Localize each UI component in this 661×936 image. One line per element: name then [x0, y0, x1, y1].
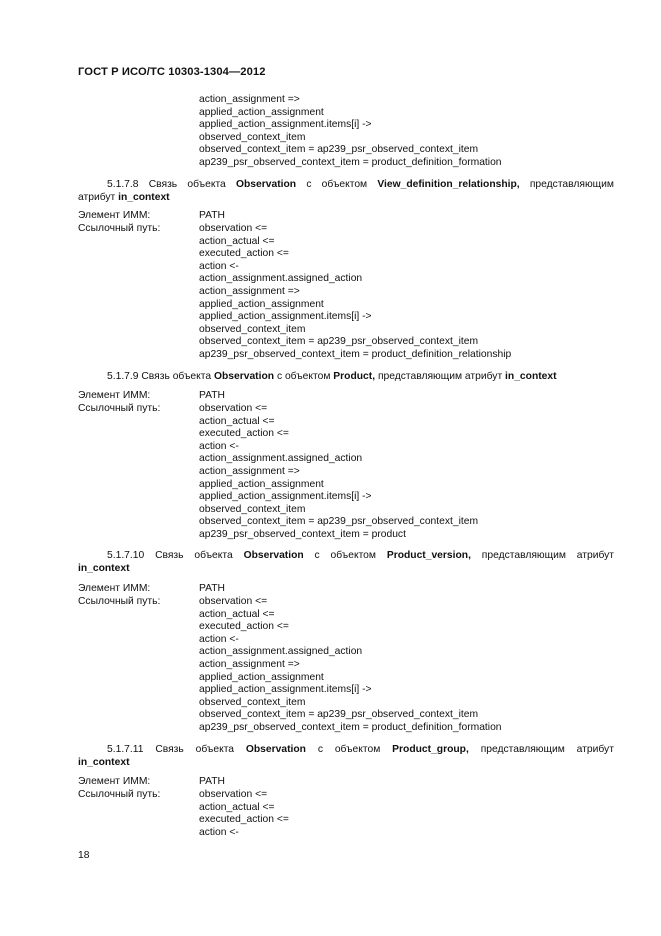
section-text: Связь объекта: [155, 744, 235, 755]
section-number: 5.1.7.11: [107, 744, 144, 755]
target-entity: Product,: [333, 371, 376, 382]
path-line: action_actual <=: [199, 235, 275, 247]
reference-path: [199, 223, 511, 362]
path-line: observation <=: [199, 596, 268, 607]
path-label-row: [78, 403, 160, 416]
element-row: [78, 390, 225, 403]
element-label: Элемент ИММ:: [78, 210, 151, 221]
element-label: Элемент ИММ:: [78, 583, 151, 594]
section-heading-5-1-7-10: [78, 549, 614, 575]
path-line: action_actual <=: [199, 801, 275, 813]
path-line: action_assignment =>: [199, 285, 300, 297]
section-text: представляющим атрибут: [480, 744, 614, 755]
target-entity: Product_group,: [392, 744, 469, 755]
target-entity: Product_version,: [386, 550, 471, 561]
section-text: Связь объекта: [141, 371, 212, 382]
path-line: observed_context_item = ap239_psr_observed_context_item: [199, 336, 479, 348]
path-label: Ссылочный путь:: [78, 789, 161, 800]
element-label: Элемент ИММ:: [78, 390, 151, 401]
path-line: executed_action <=: [199, 428, 289, 440]
path-line: action_assignment =>: [199, 94, 300, 105]
element-row: [78, 776, 225, 789]
path-line: action_actual <=: [199, 415, 275, 427]
section-text: с объектом: [314, 550, 376, 561]
target-entity: View_definition_relationship,: [377, 179, 520, 190]
path-label: Ссылочный путь:: [78, 596, 161, 607]
path-line: applied_action_assignment: [199, 478, 324, 490]
path-line: observed_context_item: [199, 323, 306, 335]
path-line: ap239_psr_observed_context_item = product_definition_formation: [199, 721, 502, 733]
element-value: PATH: [199, 390, 225, 401]
reference-path: [199, 403, 478, 542]
path-label-row: [78, 596, 160, 609]
element-value: PATH: [199, 583, 225, 594]
path-line: ap239_psr_observed_context_item = product_definition_formation: [199, 156, 502, 168]
section-text: Связь объекта: [148, 179, 226, 190]
section-text: Связь объекта: [155, 550, 233, 561]
path-line: observed_context_item = ap239_psr_observed_context_item: [199, 144, 479, 156]
entity-name: Observation: [213, 371, 275, 382]
path-line: applied_action_assignment.items[i] ->: [199, 119, 372, 131]
section-heading-5-1-7-11: [78, 743, 614, 769]
path-line: action <-: [199, 633, 239, 645]
section-heading-5-1-7-8: [78, 178, 614, 204]
path-line: applied_action_assignment.items[i] ->: [199, 311, 372, 323]
path-line: applied_action_assignment.items[i] ->: [199, 491, 372, 503]
path-line: observed_context_item = ap239_psr_observed_context_item: [199, 516, 479, 528]
path-line: observation <=: [199, 789, 268, 800]
entity-name: Observation: [236, 179, 297, 190]
path-line: applied_action_assignment: [199, 671, 324, 683]
page-header: ГОСТ Р ИСО/ТС 10303-1304—2012: [78, 66, 266, 78]
path-label: Ссылочный путь:: [78, 403, 161, 414]
section-text: представляющим атрибут: [481, 550, 614, 561]
reference-path: [199, 789, 289, 839]
element-row: [78, 210, 225, 223]
page-number: 18: [78, 850, 90, 861]
path-line: ap239_psr_observed_context_item = product_definition_relationship: [199, 348, 512, 360]
attribute-name: in_context: [78, 757, 130, 768]
path-line: applied_action_assignment: [199, 298, 324, 310]
path-line: executed_action <=: [199, 621, 289, 633]
path-line: action_assignment.assigned_action: [199, 646, 363, 658]
path-line: ap239_psr_observed_context_item = product: [199, 528, 406, 540]
entity-name: Observation: [243, 550, 304, 561]
section-text: представляющим: [529, 179, 614, 190]
path-line: action <-: [199, 826, 239, 838]
path-line: action_actual <=: [199, 608, 275, 620]
section-text: представляющим атрибут: [377, 371, 503, 382]
section-text: с объектом: [306, 179, 368, 190]
element-row: [78, 583, 225, 596]
top-continuation-path: [199, 94, 502, 170]
path-label-row: [78, 789, 160, 802]
path-line: observation <=: [199, 403, 268, 414]
path-line: observed_context_item: [199, 131, 306, 143]
path-line: action <-: [199, 440, 239, 452]
path-line: action <-: [199, 260, 239, 272]
section-text: с объектом: [276, 371, 331, 382]
element-label: Элемент ИММ:: [78, 776, 151, 787]
entity-name: Observation: [245, 744, 306, 755]
attribute-name: in_context: [505, 371, 557, 382]
path-line: executed_action <=: [199, 814, 289, 826]
element-value: PATH: [199, 210, 225, 221]
attribute-name: in_context: [78, 563, 130, 574]
section-heading-5-1-7-9: [78, 370, 614, 383]
attribute-name: in_context: [118, 192, 170, 203]
section-number: 5.1.7.10: [107, 550, 145, 561]
path-line: observation <=: [199, 223, 268, 234]
path-line: executed_action <=: [199, 248, 289, 260]
path-label: Ссылочный путь:: [78, 223, 161, 234]
section-text: с объектом: [317, 744, 381, 755]
path-line: observed_context_item: [199, 696, 306, 708]
reference-path: [199, 596, 502, 735]
section-number: 5.1.7.9: [107, 371, 139, 382]
path-line: applied_action_assignment.items[i] ->: [199, 684, 372, 696]
section-number: 5.1.7.8: [107, 179, 139, 190]
path-line: action_assignment.assigned_action: [199, 453, 363, 465]
path-line: observed_context_item: [199, 503, 306, 515]
path-line: observed_context_item = ap239_psr_observed_context_item: [199, 709, 479, 721]
path-label-row: [78, 223, 160, 236]
path-line: applied_action_assignment: [199, 106, 324, 118]
path-line: action_assignment =>: [199, 658, 300, 670]
section-text: атрибут: [78, 192, 116, 203]
path-line: action_assignment =>: [199, 465, 300, 477]
element-value: PATH: [199, 776, 225, 787]
path-line: action_assignment.assigned_action: [199, 273, 363, 285]
